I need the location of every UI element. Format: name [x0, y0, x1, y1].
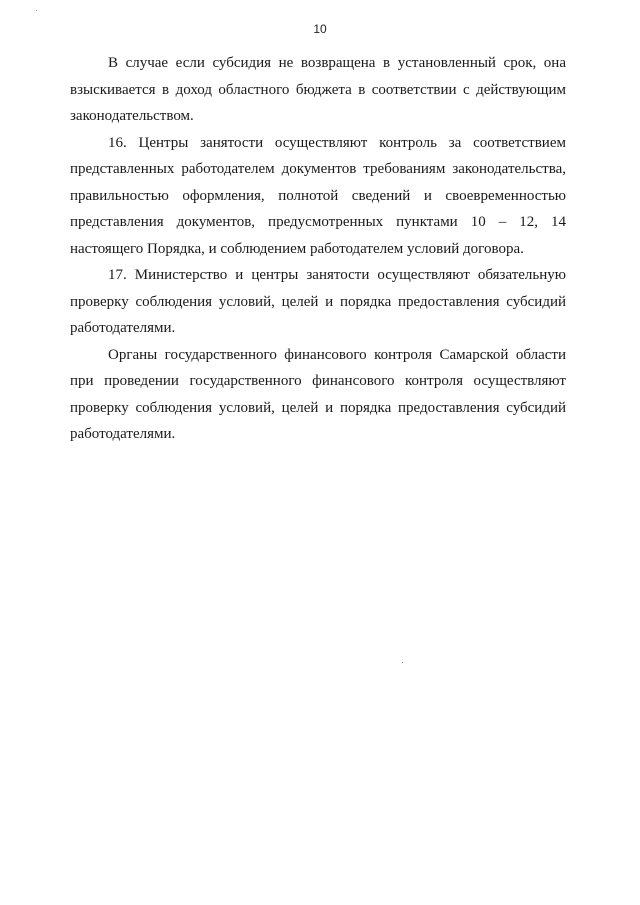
paragraph-17-ministry-verification: 17. Министерство и центры занятости осуществляют обязательную проверку соблюдения условий, целей и порядка предоставления субсидий работодателями.: [70, 267, 566, 336]
paragraph-16-employment-centers-control: 16. Центры занятости осуществляют контроль за соответствием представленных работодателем документов требованиям законодательства, правильностью оформления, полнотой сведений и своевременностью представления документов, предусмотренных пунктами 10 – 12, 14 настоящего Порядка, и соблюдением работодателем условий договора.: [70, 134, 566, 257]
paragraph-financial-control-bodies: Органы государственного финансового контроля Самарской области при проведении государственного финансового контроля осуществляют проверку соблюдения условий, целей и порядка предоставления субсидий работодателями.: [70, 346, 566, 442]
paragraph-subsidy-return: В случае если субсидия не возвращена в установленный срок, она взыскивается в доход областного бюджета в соответствии с действующим законодательством.: [70, 55, 566, 124]
scan-speck: [402, 662, 403, 663]
page-number: 10: [313, 22, 327, 36]
scan-speck: [36, 10, 37, 11]
document-body: [70, 50, 566, 448]
